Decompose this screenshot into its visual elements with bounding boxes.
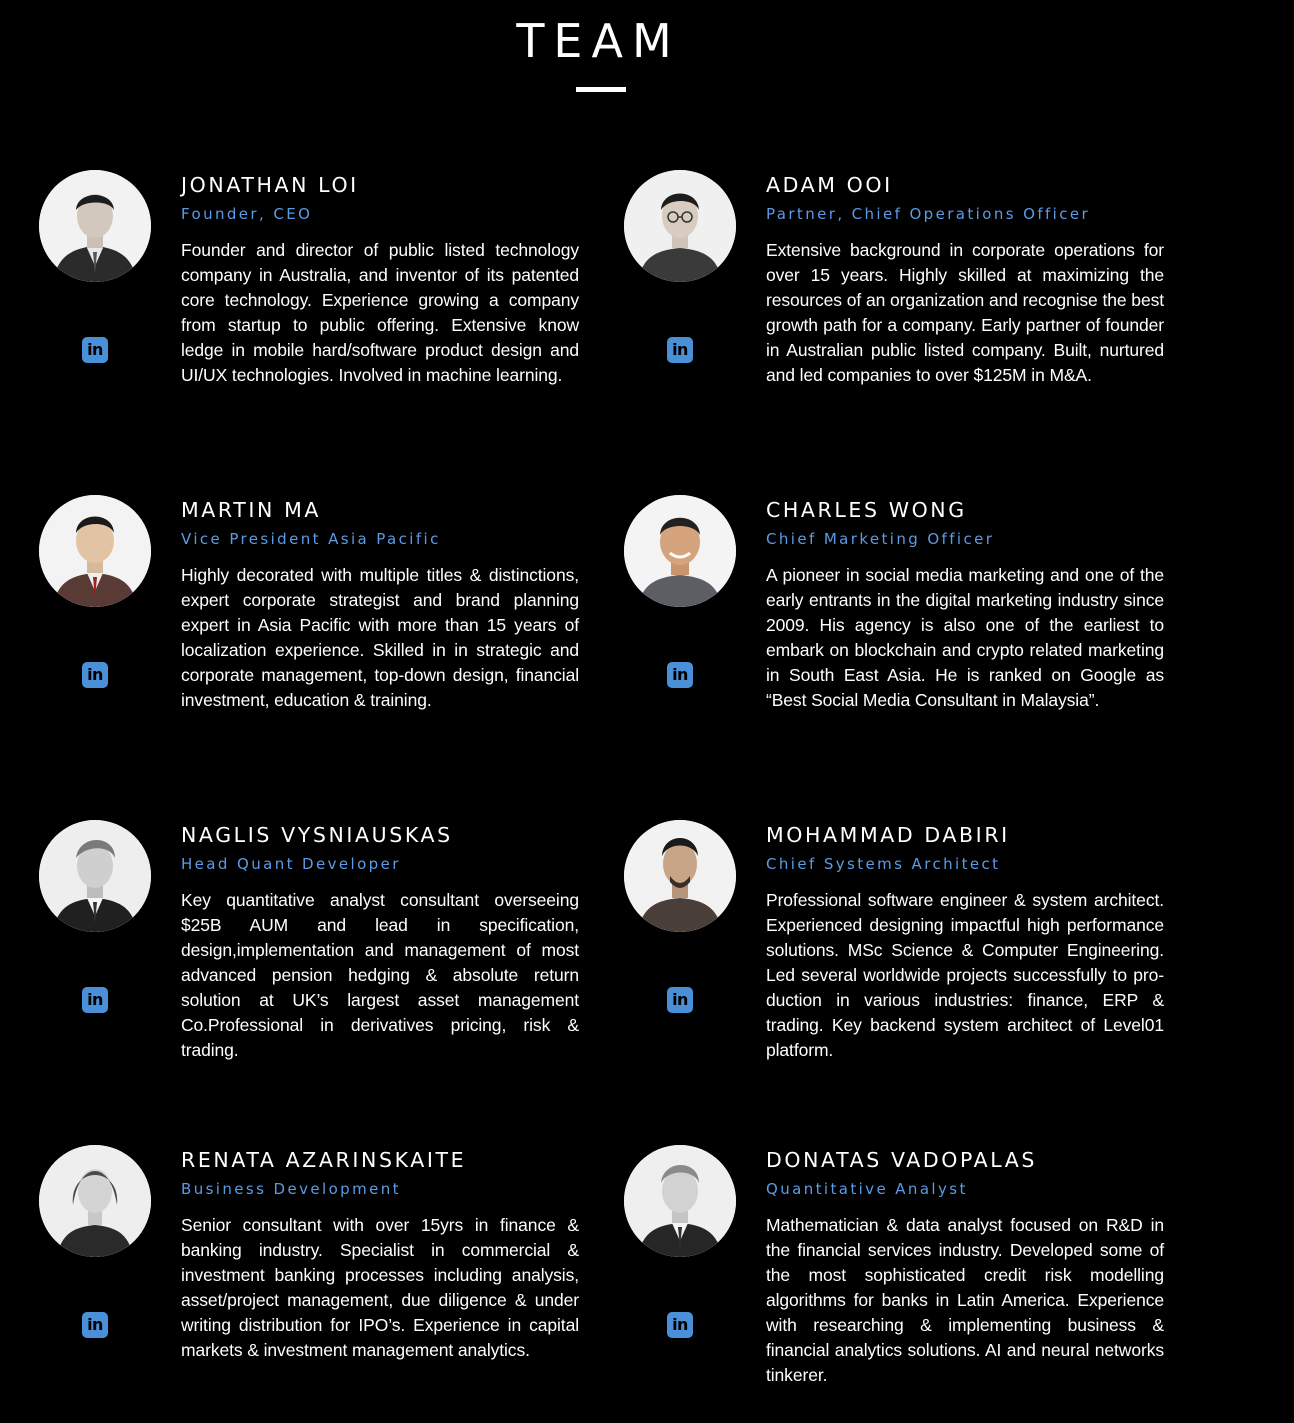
team-member-card: [624, 170, 1184, 470]
member-role: Head Quant Developer: [181, 855, 401, 873]
section-title: TEAM: [516, 14, 681, 68]
member-bio: A pioneer in social media marketing and one of the early entrants in the digital marketing industry since 2009. His agency is also one of the earliest to embark on blockchain and crypto related marketing in South East Asia. He is ranked on Google as “Best Social Media Consultant in Malaysia”.: [766, 565, 1164, 710]
member-name: JONATHAN LOI: [181, 173, 359, 197]
linkedin-icon[interactable]: in: [667, 337, 693, 363]
linkedin-icon[interactable]: in: [82, 662, 108, 688]
linkedin-icon[interactable]: in: [667, 987, 693, 1013]
member-name: MARTIN MA: [181, 498, 321, 522]
member-bio: Senior consultant with over 15yrs in finance & banking industry. Specialist in commercial & investment banking processes including analysis, asset/project management, due diligence & under writing distribution for IPO’s. Experience in capital markets & investment management analytics.: [181, 1215, 579, 1360]
avatar: [624, 495, 736, 607]
member-role: Chief Marketing Officer: [766, 530, 995, 548]
member-role: Founder, CEO: [181, 205, 313, 223]
team-member-card: [39, 170, 599, 470]
member-bio: Extensive background in corporate operations for over 15 years. Highly skilled at maximizing the resources of an organization and recognise the best growth path for a company. Early partner of founder in Australian public listed company. Built, nurtured and led companies to over $125M in M&A.: [766, 240, 1164, 385]
member-info: [181, 495, 579, 713]
member-info: [766, 1145, 1164, 1388]
member-bio: Mathematician & data analyst focused on R&D in the financial services industry. Developed some of the most sophisticated credit risk modelling algorithms for banks in Latin America. Experience with researching & implementing business & financial analytics solutions. AI and neural networks tinkerer.: [766, 1215, 1164, 1385]
member-role: Business Development: [181, 1180, 401, 1198]
linkedin-icon[interactable]: in: [667, 662, 693, 688]
team-member-card: [39, 1145, 599, 1423]
linkedin-icon[interactable]: in: [82, 987, 108, 1013]
avatar: [39, 820, 151, 932]
member-bio: Founder and director of public listed technology company in Australia, and inventor of its patented core technology. Experience growing a company from startup to public offering. Extensive know ledge in mobile hard/software product design and UI/UX technologies. Involved in machine learning.: [181, 240, 579, 385]
team-member-card: [39, 495, 599, 795]
member-role: Chief Systems Architect: [766, 855, 1001, 873]
avatar: [624, 170, 736, 282]
linkedin-icon[interactable]: in: [82, 1312, 108, 1338]
member-info: [766, 820, 1164, 1063]
avatar: [39, 1145, 151, 1257]
member-role: Quantitative Analyst: [766, 1180, 968, 1198]
member-info: [181, 1145, 579, 1363]
linkedin-icon[interactable]: in: [82, 337, 108, 363]
linkedin-icon[interactable]: in: [667, 1312, 693, 1338]
member-bio: Key quantitative analyst consultant overseeing $25B AUM and lead in specification, design,implementation and management of most advanced pension hedging & absolute return solution at UK’s largest asset management Co.Professional in derivatives pricing, risk & trading.: [181, 890, 579, 1060]
member-name: ADAM OOI: [766, 173, 893, 197]
member-name: CHARLES WONG: [766, 498, 967, 522]
team-member-card: [39, 820, 599, 1120]
avatar: [39, 170, 151, 282]
avatar: [39, 495, 151, 607]
member-name: RENATA AZARINSKAITE: [181, 1148, 467, 1172]
member-info: [766, 495, 1164, 713]
member-name: NAGLIS VYSNIAUSKAS: [181, 823, 453, 847]
member-info: [181, 820, 579, 1063]
member-bio: Professional software engineer & system architect. Experienced designing impactful high performance solutions. MSc Science & Computer Engineering. Led several worldwide projects successfully to pro- duction in various industries: finance, ERP & trading. Key backend system architect of Level01 platform.: [766, 890, 1164, 1060]
member-name: MOHAMMAD DABIRI: [766, 823, 1010, 847]
title-underline: [576, 87, 626, 92]
team-member-card: [624, 495, 1184, 795]
member-role: Partner, Chief Operations Officer: [766, 205, 1091, 223]
member-role: Vice President Asia Pacific: [181, 530, 441, 548]
team-member-card: [624, 1145, 1184, 1423]
team-member-card: [624, 820, 1184, 1120]
avatar: [624, 1145, 736, 1257]
member-info: [181, 170, 579, 388]
member-info: [766, 170, 1164, 388]
member-bio: Highly decorated with multiple titles & distinctions, expert corporate strategist and brand planning expert in Asia Pacific with more than 15 years of localization experience. Skilled in in strategic and corporate management, top-down design, financial investment, education & training.: [181, 565, 579, 710]
member-name: DONATAS VADOPALAS: [766, 1148, 1038, 1172]
avatar: [624, 820, 736, 932]
